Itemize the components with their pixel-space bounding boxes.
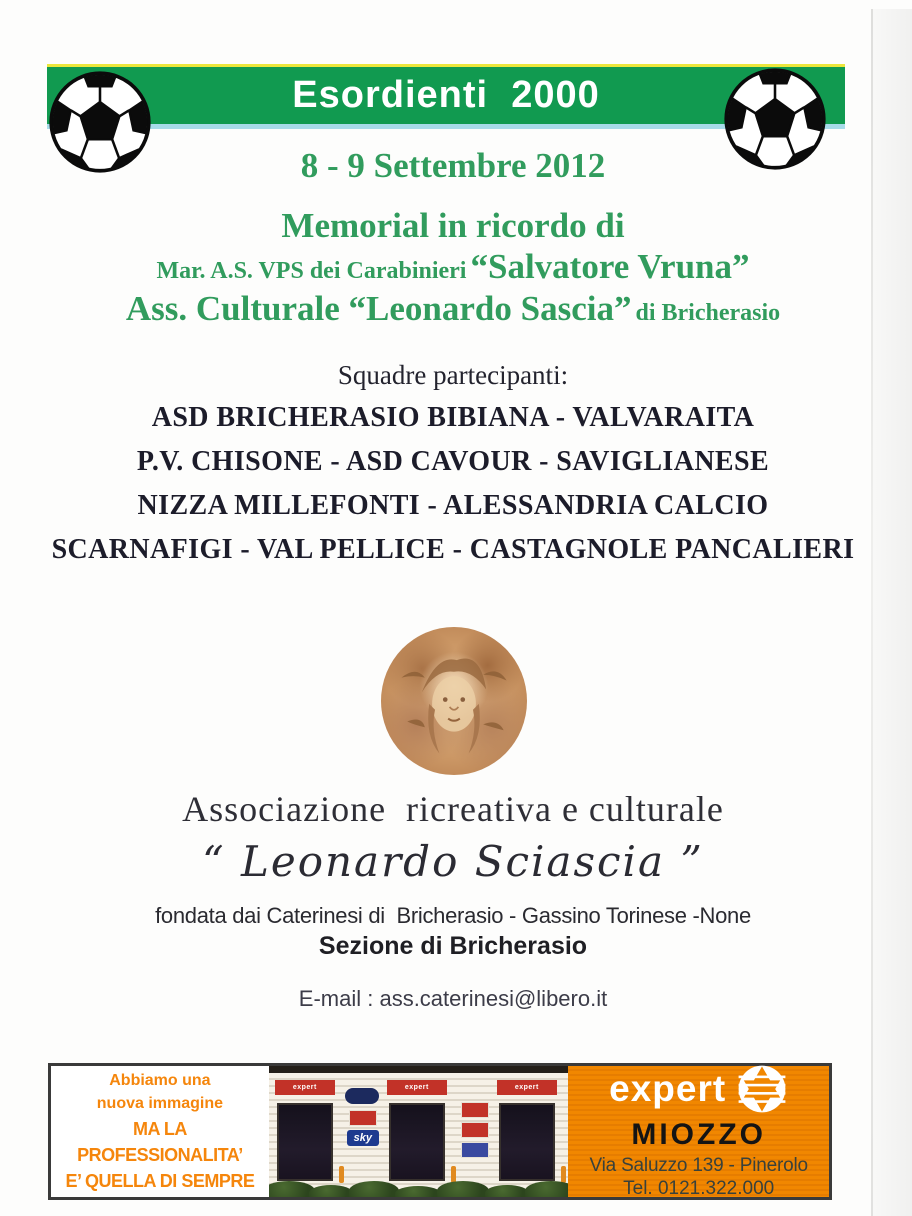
medallion-relief-graphic (381, 627, 527, 775)
ad-slogan-line: Abbiamo una (109, 1072, 211, 1090)
storefront-roof (269, 1066, 569, 1073)
storefront-door (499, 1103, 555, 1181)
dedication-line-2 (0, 289, 906, 329)
storefront-door (389, 1103, 445, 1181)
storefront-sign: expert (275, 1080, 335, 1095)
association-founded-line: fondata dai Caterinesi di Bricherasio - Gassino Torinese -None (155, 903, 751, 928)
team-line: SCARNAFIGI - VAL PELLICE - CASTAGNOLE PANCALIERI (51, 534, 855, 565)
poster (461, 1122, 489, 1138)
ad-slogan-block (51, 1066, 269, 1197)
bush (309, 1185, 353, 1197)
poster (461, 1142, 489, 1158)
storefront-sign: expert (497, 1080, 557, 1095)
dedication-line-1 (0, 247, 906, 287)
dedication-2-suffix: di Bricherasio (635, 300, 781, 326)
event-date: 8 - 9 Settembre 2012 (300, 146, 606, 185)
team-line: ASD BRICHERASIO BIBIANA - VALVARAITA (151, 402, 755, 433)
bush (437, 1181, 489, 1197)
ad-slogan-line: MA LA PROFESSIONALITA’ (77, 1118, 243, 1165)
storefront-door (277, 1103, 333, 1181)
ad-dealer-block (568, 1066, 829, 1197)
storefront-sign: expert (387, 1080, 447, 1095)
sponsor-ad-banner (48, 1063, 832, 1200)
scan-fold-line (871, 9, 873, 1216)
association-email: E-mail : ass.caterinesi@libero.it (298, 986, 608, 1011)
bush (525, 1181, 569, 1197)
dealer-phone: Tel. 0121.322.000 (623, 1178, 775, 1199)
dedication-2-main: Ass. Culturale “Leonardo Sascia” (125, 289, 632, 328)
poster (461, 1102, 489, 1118)
association-section-line: Sezione di Bricherasio (318, 932, 588, 960)
bollard (561, 1166, 566, 1183)
teams-heading: Squadre partecipanti: (337, 360, 569, 390)
scan-right-shading (873, 9, 912, 1216)
oval-sign (345, 1088, 379, 1104)
association-name-script: “ Leonardo Sciascia ” (202, 837, 704, 886)
dedication-1-name: “Salvatore Vruna” (470, 247, 750, 286)
dealer-name: MIOZZO (631, 1118, 766, 1151)
ad-slogan-line: E’ QUELLA DI SEMPRE (65, 1170, 255, 1191)
memorial-line: Memorial in ricordo di (281, 206, 625, 245)
bush (395, 1186, 441, 1197)
association-title: Associazione ricreativa e culturale (182, 789, 724, 829)
dealer-address: Via Saluzzo 139 - Pinerolo (589, 1155, 808, 1176)
expert-wordmark: expert (609, 1068, 727, 1109)
banner-title: Esordienti 2000 (292, 74, 600, 116)
expert-star-logo-icon (736, 1063, 788, 1115)
team-line: P.V. CHISONE - ASD CAVOUR - SAVIGLIANESE (136, 446, 770, 477)
bush (269, 1181, 315, 1197)
ad-slogan-line: nuova immagine (96, 1095, 224, 1113)
bush (485, 1185, 529, 1197)
dedication-1-prefix: Mar. A.S. VPS dei Carabinieri (156, 258, 467, 284)
sky-sign: sky (347, 1130, 379, 1146)
poster (349, 1110, 377, 1126)
team-line: NIZZA MILLEFONTI - ALESSANDRIA CALCIO (137, 490, 769, 521)
bush (349, 1181, 399, 1197)
scan-edge-artifact (0, 0, 912, 9)
bronze-medallion-image (381, 627, 527, 775)
storefront-photo (269, 1066, 569, 1197)
bollard (339, 1166, 344, 1183)
expert-brand-row (609, 1063, 788, 1115)
